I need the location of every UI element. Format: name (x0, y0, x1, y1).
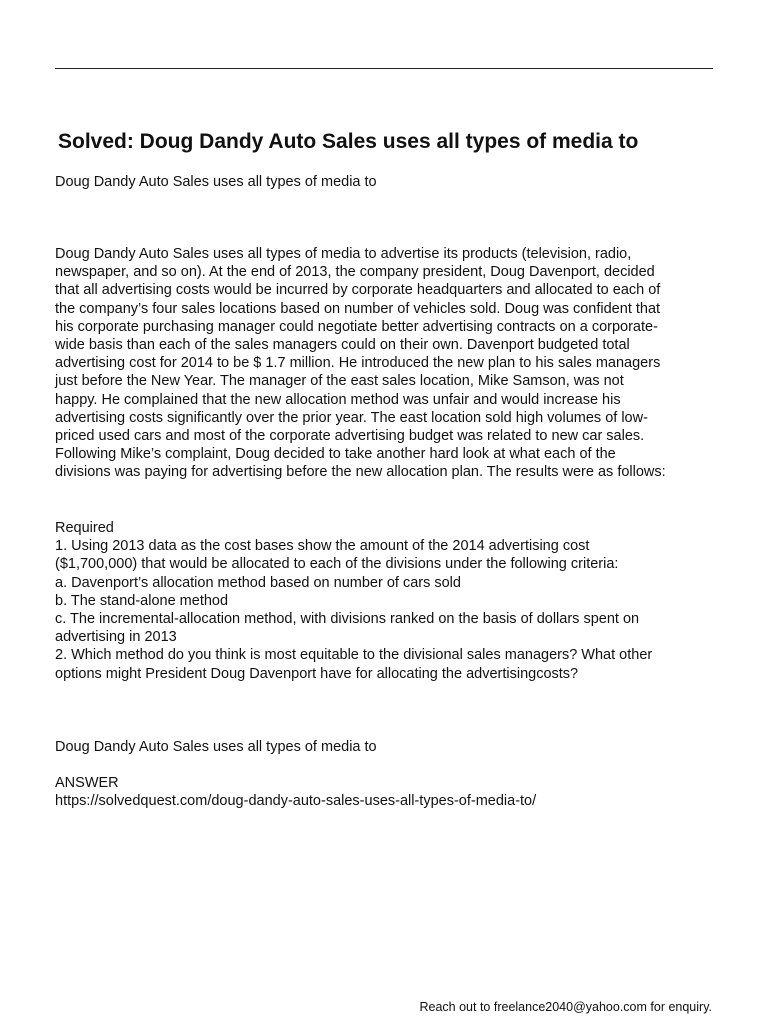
repeat-title: Doug Dandy Auto Sales uses all types of media to (55, 739, 377, 755)
answer-link[interactable]: https://solvedquest.com/doug-dandy-auto-sales-uses-all-types-of-media-to/ (55, 793, 537, 810)
body-line: Following Mike’s complaint, Doug decided to take another hard look at what each of the (55, 446, 616, 463)
footer-contact: Reach out to freelance2040@yahoo.com for enquiry. (419, 1000, 712, 1014)
required-line: advertising in 2013 (55, 629, 177, 646)
required-heading: Required (55, 520, 114, 536)
body-line: the company’s four sales locations based on number of vehicles sold. Doug was confident that (55, 300, 661, 317)
body-line: priced used cars and most of the corporate advertising budget was related to new car sales. (55, 428, 645, 445)
body-paragraph (55, 245, 666, 482)
required-line: 1. Using 2013 data as the cost bases show the amount of the 2014 advertising cost (55, 538, 590, 555)
page-title: Solved: Doug Dandy Auto Sales uses all types of media to (58, 130, 639, 153)
required-line: b. The stand-alone method (55, 592, 229, 609)
required-line: options might President Doug Davenport have for allocating the advertisingcosts? (55, 665, 579, 682)
answer-section (55, 774, 536, 810)
body-line: advertising cost for 2014 to be $ 1.7 million. He introduced the new plan to his sales managers (55, 355, 661, 372)
subtitle: Doug Dandy Auto Sales uses all types of media to (55, 174, 377, 190)
body-line: his corporate purchasing manager could negotiate better advertising contracts on a corporate- (55, 318, 658, 335)
answer-label: ANSWER (55, 775, 119, 791)
required-line: c. The incremental-allocation method, with divisions ranked on the basis of dollars spent on (55, 611, 640, 628)
required-line: ($1,700,000) that would be allocated to each of the divisions under the following criteria: (55, 556, 619, 573)
body-line: divisions was paying for advertising before the new allocation plan. The results were as follows: (55, 464, 666, 481)
required-line: a. Davenport’s allocation method based on number of cars sold (55, 574, 461, 591)
body-line: just before the New Year. The manager of the east sales location, Mike Samson, was not (55, 373, 624, 390)
required-line: 2. Which method do you think is most equitable to the divisional sales managers? What other (55, 647, 653, 664)
body-line: advertising costs significantly over the prior year. The east location sold high volumes of low- (55, 409, 648, 426)
body-line: Doug Dandy Auto Sales uses all types of media to advertise its products (television, radio, (55, 246, 632, 262)
body-line: wide basis than each of the sales managers could on their own. Davenport budgeted total (55, 337, 630, 354)
required-section (55, 519, 652, 683)
body-line: that all advertising costs would be incurred by corporate headquarters and allocated to each of (55, 282, 661, 299)
body-line: newspaper, and so on). At the end of 2013, the company president, Doug Davenport, decided (55, 264, 655, 281)
body-line: happy. He complained that the new allocation method was unfair and would increase his (55, 391, 621, 408)
top-divider (55, 68, 713, 69)
